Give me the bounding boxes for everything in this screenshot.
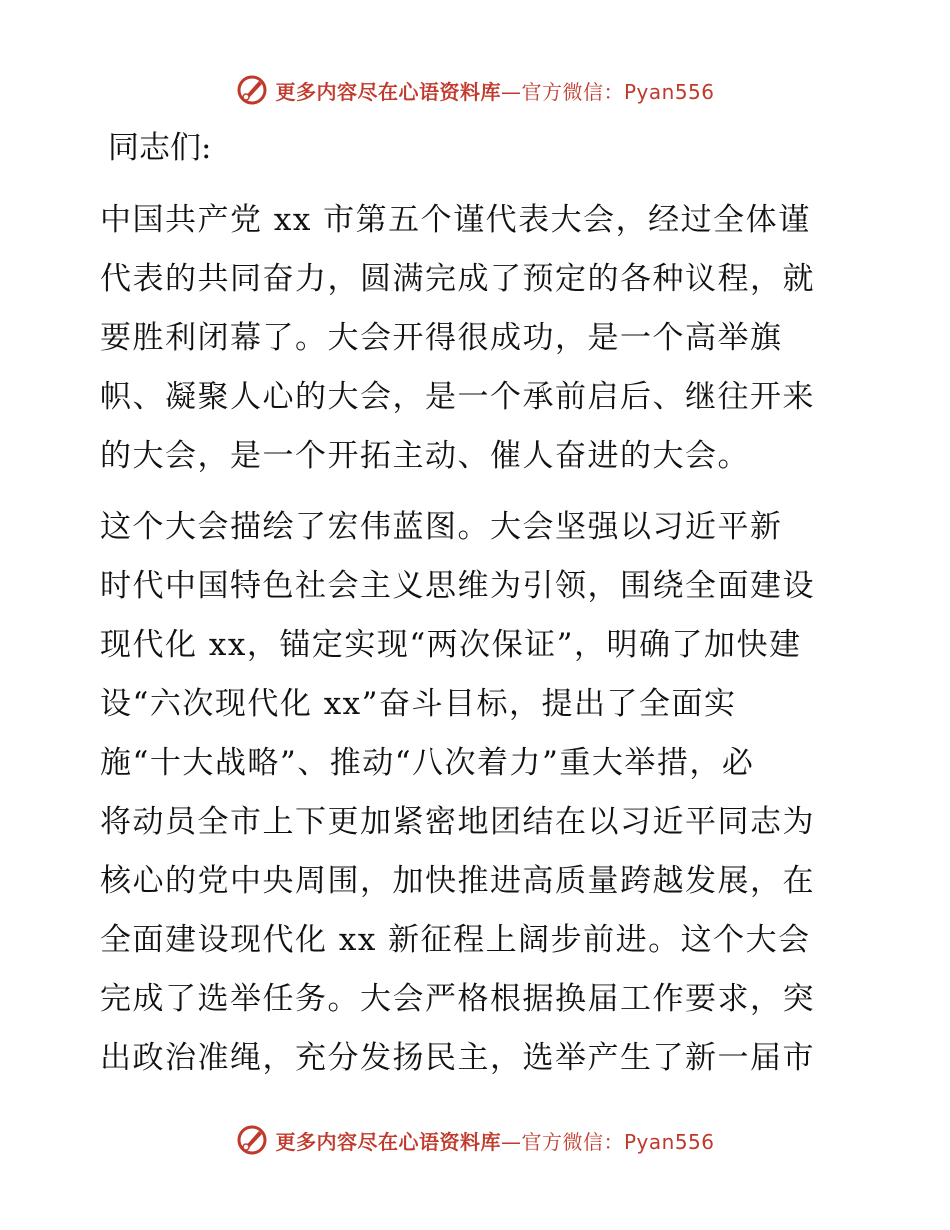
body-line: 代表的共同奋力，圆满完成了预定的各种议程，就	[100, 261, 815, 297]
quill-logo-icon	[235, 73, 269, 107]
watermark-wechat-id: Pyan556	[623, 79, 715, 104]
body-line: 设“六次现代化 xx”奋斗目标，提出了全面实	[100, 686, 737, 722]
body-line: 要胜利闭幕了。大会开得很成功，是一个高举旗	[100, 320, 783, 356]
watermark-wechat-id: Pyan556	[623, 1129, 715, 1154]
body-line: 出政治准绳，充分发扬民主，选举产生了新一届市	[100, 1040, 815, 1076]
watermark-brand: 更多内容尽在心语资料库	[275, 1129, 501, 1154]
footer-watermark	[0, 1120, 950, 1160]
watermark-separator: —	[500, 79, 522, 104]
body-line: 的大会，是一个开拓主动、催人奋进的大会。	[100, 438, 750, 474]
body-line: 施“十大战略”、推动“八次着力”重大举措，必	[100, 745, 755, 781]
quill-logo-icon	[235, 1123, 269, 1157]
watermark-separator: —	[500, 1129, 522, 1154]
watermark-text	[275, 76, 714, 105]
watermark-text	[275, 1126, 714, 1155]
body-line: 将动员全市上下更加紧密地团结在以习近平同志为	[100, 804, 815, 840]
body-line: 时代中国特色社会主义思维为引领，围绕全面建设	[100, 568, 815, 604]
salutation: 同志们:	[108, 130, 212, 166]
body-line: 核心的党中央周围，加快推进高质量跨越发展，在	[100, 863, 815, 899]
body-line: 这个大会描绘了宏伟蓝图。大会坚强以习近平新	[100, 509, 783, 545]
watermark-wechat-label: 官方微信：	[521, 79, 624, 104]
header-watermark	[0, 70, 950, 110]
body-line: 现代化 xx，锚定实现“两次保证”，明确了加快建	[100, 627, 802, 663]
body-line: 帜、凝聚人心的大会，是一个承前启后、继往开来	[100, 379, 815, 415]
body-line: 全面建设现代化 xx 新征程上阔步前进。这个大会	[100, 922, 811, 958]
watermark-wechat-label: 官方微信：	[521, 1129, 624, 1154]
watermark-brand: 更多内容尽在心语资料库	[275, 79, 501, 104]
body-line: 中国共产党 xx 市第五个谨代表大会，经过全体谨	[100, 202, 811, 238]
body-line: 完成了选举任务。大会严格根据换届工作要求，突	[100, 981, 815, 1017]
